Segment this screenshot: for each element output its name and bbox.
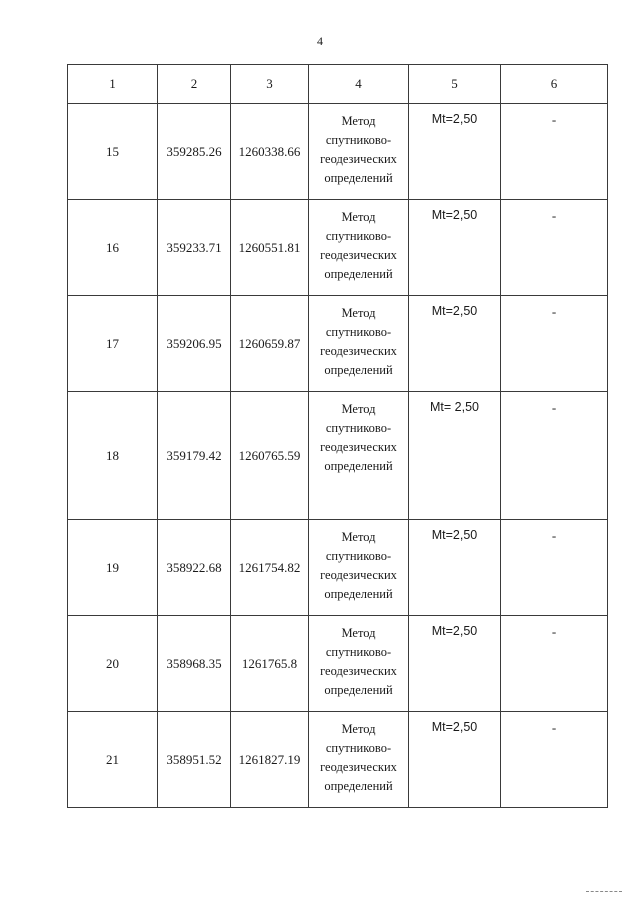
header-cell: 3	[231, 65, 309, 104]
y-coordinate-cell: 1260765.59	[231, 392, 309, 520]
point-number-cell: 15	[68, 104, 158, 200]
method-line: геодезических	[320, 568, 397, 582]
point-number-cell: 16	[68, 200, 158, 296]
note-cell: -	[501, 392, 608, 520]
method-line: определений	[324, 779, 393, 793]
header-cell: 6	[501, 65, 608, 104]
note-cell: -	[501, 520, 608, 616]
method-line: определений	[324, 683, 393, 697]
table-row	[68, 296, 608, 392]
y-coordinate-cell: 1261754.82	[231, 520, 309, 616]
header-cell: 1	[68, 65, 158, 104]
method-line: определений	[324, 171, 393, 185]
table-header-row	[68, 65, 608, 104]
method-line: геодезических	[320, 248, 397, 262]
table-row	[68, 104, 608, 200]
method-line: спутниково-	[325, 645, 392, 659]
method-line: спутниково-	[325, 549, 392, 563]
accuracy-cell: Mt=2,50	[409, 616, 501, 712]
accuracy-cell: Mt=2,50	[409, 296, 501, 392]
method-line: Метод	[341, 626, 376, 640]
method-cell	[309, 392, 409, 520]
method-line: Метод	[341, 114, 376, 128]
point-number-cell: 21	[68, 712, 158, 808]
y-coordinate-cell: 1260551.81	[231, 200, 309, 296]
method-line: спутниково-	[325, 229, 392, 243]
point-number-cell: 20	[68, 616, 158, 712]
x-coordinate-cell: 359206.95	[158, 296, 231, 392]
header-cell: 5	[409, 65, 501, 104]
method-line: Метод	[341, 306, 376, 320]
point-number-cell: 19	[68, 520, 158, 616]
x-coordinate-cell: 358922.68	[158, 520, 231, 616]
accuracy-cell: Mt=2,50	[409, 712, 501, 808]
method-line: геодезических	[320, 440, 397, 454]
method-line: определений	[324, 459, 393, 473]
coordinates-table	[67, 64, 608, 808]
method-line: геодезических	[320, 664, 397, 678]
method-line: определений	[324, 587, 393, 601]
method-line: спутниково-	[325, 325, 392, 339]
y-coordinate-cell: 1260338.66	[231, 104, 309, 200]
y-coordinate-cell: 1261765.8	[231, 616, 309, 712]
table-row	[68, 520, 608, 616]
page-number: 4	[317, 34, 323, 48]
table-row	[68, 200, 608, 296]
method-cell	[309, 520, 409, 616]
method-cell	[309, 712, 409, 808]
y-coordinate-cell: 1261827.19	[231, 712, 309, 808]
point-number-cell: 18	[68, 392, 158, 520]
method-line: Метод	[341, 402, 376, 416]
method-cell	[309, 104, 409, 200]
method-line: геодезических	[320, 344, 397, 358]
method-line: спутниково-	[325, 133, 392, 147]
method-line: определений	[324, 267, 393, 281]
x-coordinate-cell: 358968.35	[158, 616, 231, 712]
note-cell: -	[501, 712, 608, 808]
x-coordinate-cell: 358951.52	[158, 712, 231, 808]
method-cell	[309, 200, 409, 296]
table-row	[68, 392, 608, 520]
note-cell: -	[501, 296, 608, 392]
method-line: геодезических	[320, 152, 397, 166]
x-coordinate-cell: 359233.71	[158, 200, 231, 296]
method-line: спутниково-	[325, 421, 392, 435]
header-cell: 2	[158, 65, 231, 104]
method-line: Метод	[341, 530, 376, 544]
accuracy-cell: Mt=2,50	[409, 104, 501, 200]
x-coordinate-cell: 359285.26	[158, 104, 231, 200]
method-line: определений	[324, 363, 393, 377]
accuracy-cell: Mt=2,50	[409, 520, 501, 616]
scan-mark	[586, 891, 622, 894]
header-cell: 4	[309, 65, 409, 104]
method-line: Метод	[341, 210, 376, 224]
method-line: спутниково-	[325, 741, 392, 755]
method-line: геодезических	[320, 760, 397, 774]
method-cell	[309, 616, 409, 712]
note-cell: -	[501, 104, 608, 200]
point-number-cell: 17	[68, 296, 158, 392]
x-coordinate-cell: 359179.42	[158, 392, 231, 520]
y-coordinate-cell: 1260659.87	[231, 296, 309, 392]
table-row	[68, 616, 608, 712]
note-cell: -	[501, 616, 608, 712]
accuracy-cell: Mt= 2,50	[409, 392, 501, 520]
method-cell	[309, 296, 409, 392]
method-line: Метод	[341, 722, 376, 736]
accuracy-cell: Mt=2,50	[409, 200, 501, 296]
note-cell: -	[501, 200, 608, 296]
table-row	[68, 712, 608, 808]
